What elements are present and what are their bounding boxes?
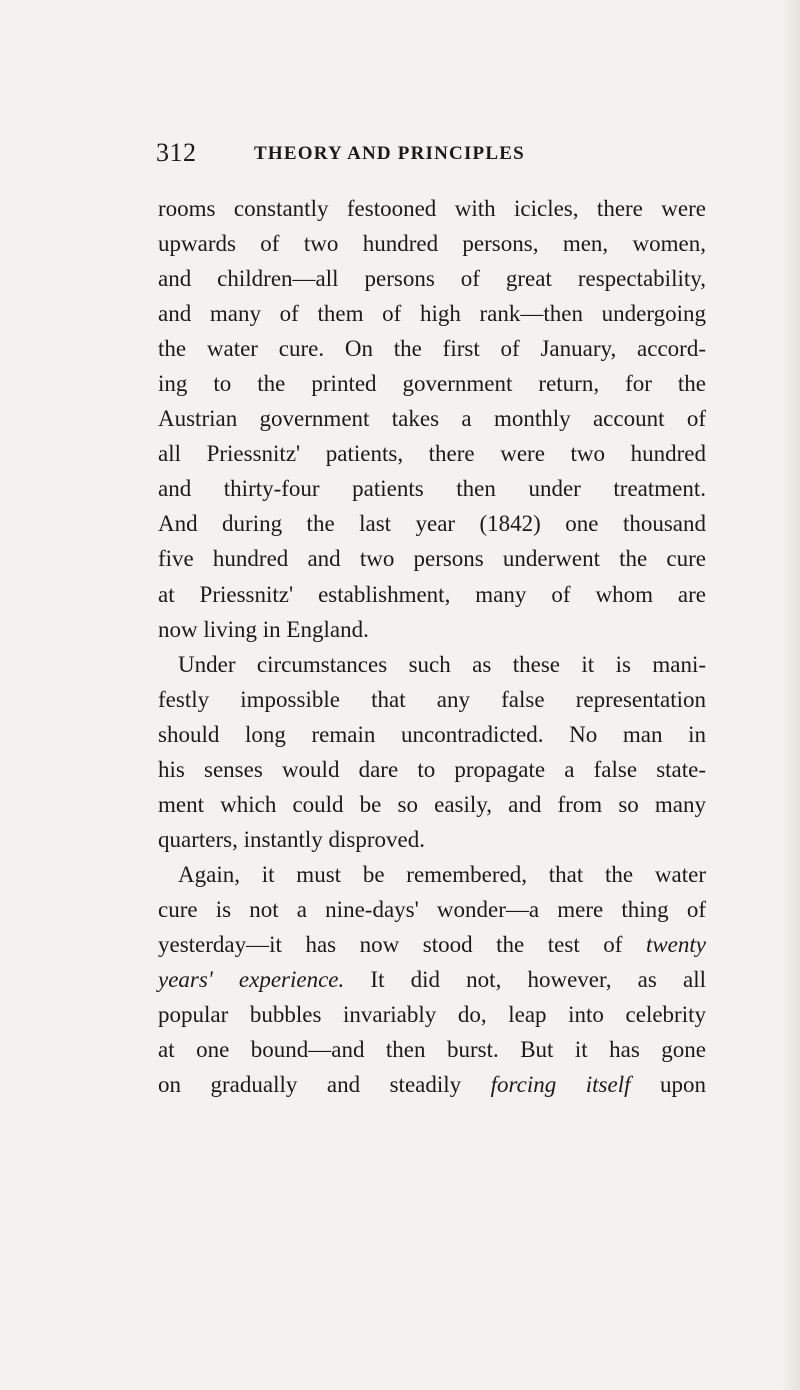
italic-text-segment: years' experience. [158,967,345,993]
text-line [158,401,706,436]
text-line [158,366,706,401]
text-segment: five hundred and two persons underwent the cure [158,546,706,572]
text-segment: upon [630,1072,706,1098]
text-line [158,927,706,962]
text-line [158,226,706,261]
text-segment: all Priessnitz' patients, there were two hundred [158,441,706,467]
text-segment: Again, it must be remembered, that the water [178,861,706,887]
text-segment: and many of them of high rank—then undergoing [158,301,706,327]
text-line [158,296,706,331]
text-segment: popular bubbles invariably do, leap into celebrity [158,1002,706,1028]
text-line [158,822,706,857]
text-segment: And during the last year (1842) one thousand [158,511,706,537]
text-segment: at Priessnitz' establishment, many of whom are [158,581,706,607]
text-line [158,647,706,682]
text-segment: upwards of two hundred persons, men, women, [158,231,706,257]
text-segment: festly impossible that any false representation [158,686,706,712]
text-line [158,506,706,541]
text-segment: now living in England. [158,616,369,642]
text-line [158,577,706,612]
text-line [158,191,706,226]
page-number: 312 [156,138,197,167]
body-text [158,191,706,1102]
text-segment: and thirty-four patients then under treatment. [158,476,706,502]
running-head: THEORY AND PRINCIPLES [254,143,525,164]
text-segment: It did not, however, as all [344,967,706,993]
text-line [158,752,706,787]
text-line [158,541,706,576]
text-line [158,1032,706,1067]
text-segment: his senses would dare to propagate a false state- [158,756,706,782]
text-line [158,997,706,1032]
text-line [158,331,706,366]
page-edge-shadow [782,0,800,1390]
text-line [158,682,706,717]
text-segment: ing to the printed government return, for the [158,371,706,397]
text-line [158,962,706,997]
text-segment: quarters, instantly disproved. [158,826,426,852]
text-line [158,787,706,822]
text-segment: and children—all persons of great respectability, [158,266,706,292]
text-segment: yesterday—it has now stood the test of [158,931,646,957]
text-segment: Austrian government takes a monthly account of [158,406,706,432]
text-line [158,892,706,927]
text-segment: Under circumstances such as these it is mani- [178,651,706,677]
text-line [158,717,706,752]
text-line [158,1067,706,1102]
text-segment: on gradually and steadily [158,1072,491,1098]
text-segment: cure is not a nine-days' wonder—a mere thing of [158,896,706,922]
text-line [158,471,706,506]
text-line [158,261,706,296]
italic-text-segment: twenty [645,931,706,957]
text-line [158,612,706,647]
text-segment: rooms constantly festooned with icicles, there were [158,196,706,221]
text-segment: at one bound—and then burst. But it has gone [158,1037,706,1063]
text-line [158,857,706,892]
italic-text-segment: forcing itself [490,1072,631,1098]
text-segment: should long remain uncontradicted. No man in [158,721,706,747]
text-segment: the water cure. On the first of January, accord- [158,336,706,362]
page-header [156,138,716,174]
text-segment: ment which could be so easily, and from so many [158,791,706,817]
text-line [158,436,706,471]
